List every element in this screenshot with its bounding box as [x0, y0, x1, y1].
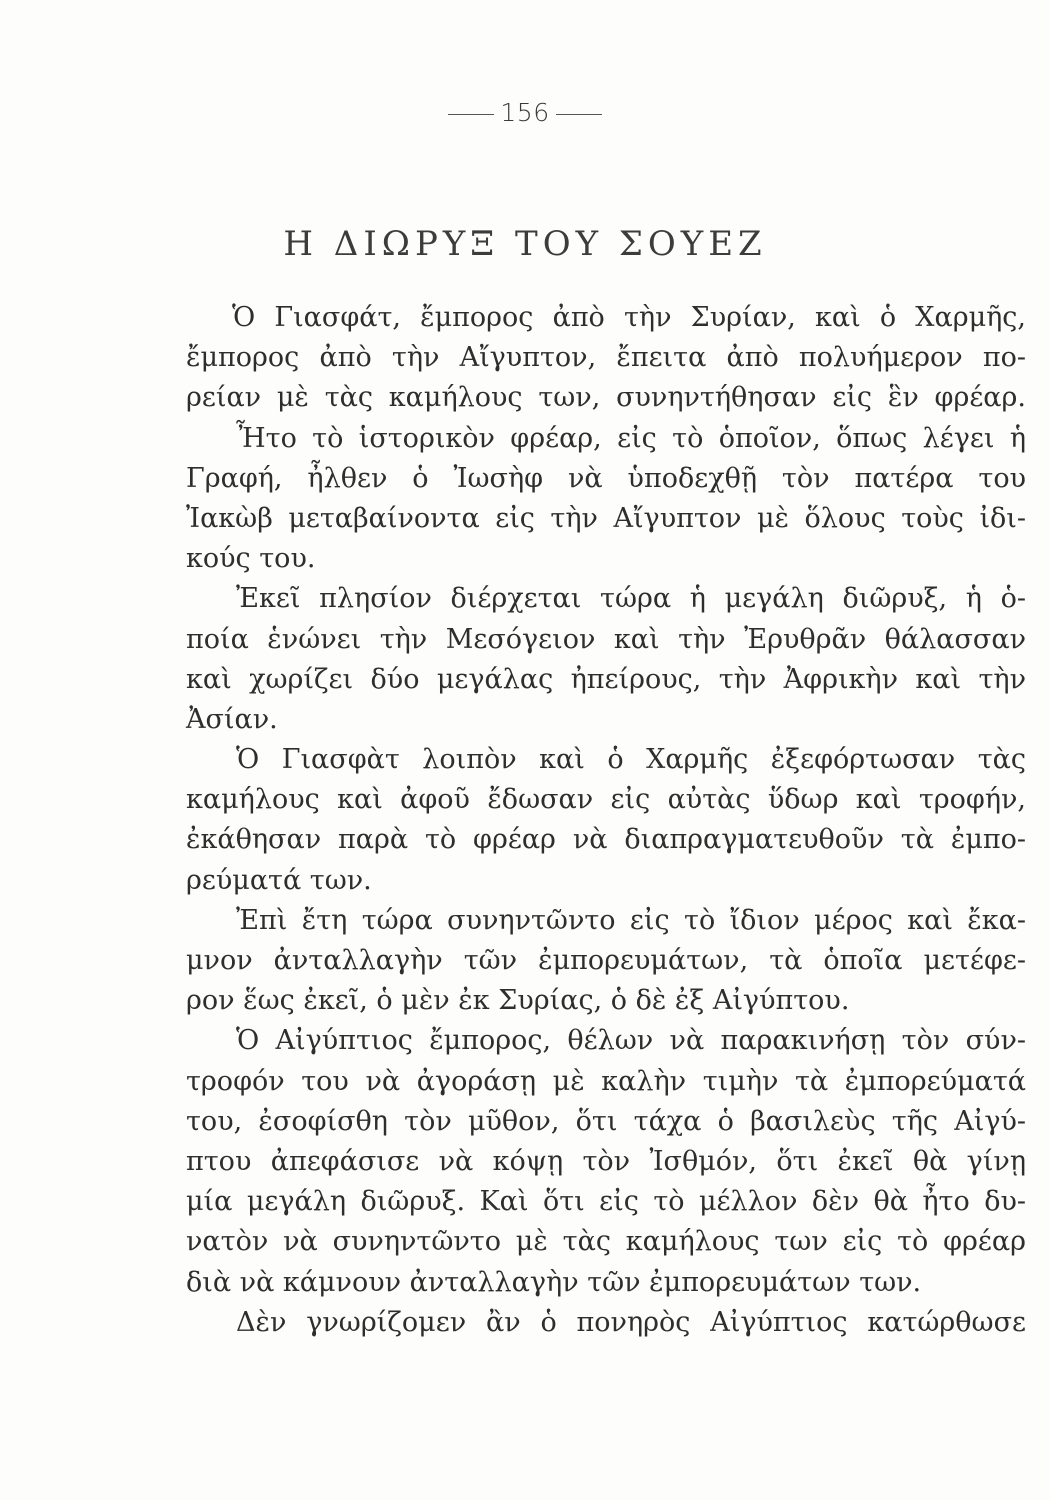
text-line: ἐκάθησαν παρὰ τὸ φρέαρ νὰ διαπραγματευθοῦν τὰ ἐμπο-: [186, 824, 1026, 856]
text-line: καμήλους καὶ ἀφοῦ ἔδωσαν εἰς αὐτὰς ὕδωρ καὶ τροφήν,: [186, 784, 1026, 816]
text-line: Γραφή, ἦλθεν ὁ Ἰωσὴφ νὰ ὑποδεχθῇ τὸν πατέρα του: [186, 462, 1026, 494]
text-line: ποία ἑνώνει τὴν Μεσόγειον καὶ τὴν Ἐρυθρᾶν θάλασσαν: [186, 623, 1026, 655]
text-line: μία μεγάλη διῶρυξ. Καὶ ὅτι εἰς τὸ μέλλον δὲν θὰ ἦτο δυ-: [186, 1186, 1026, 1218]
right-dash: [556, 114, 602, 115]
text-line: κούς του.: [186, 543, 316, 575]
body-text: [186, 298, 1026, 1343]
text-line: Ἐπὶ ἔτη τώρα συνηντῶντο εἰς τὸ ἴδιον μέρος καὶ ἔκα-: [236, 904, 1026, 936]
page-number: [0, 98, 1050, 127]
left-dash: [448, 114, 494, 115]
page-number-text: 156: [500, 98, 550, 127]
text-line: διὰ νὰ κάμνουν ἀνταλλαγὴν τῶν ἐμπορευμάτων των.: [186, 1266, 922, 1298]
text-line: Ἐκεῖ πλησίον διέρχεται τώρα ἡ μεγάλη διῶρυξ, ἡ ὁ-: [236, 583, 1026, 615]
text-line: νατὸν νὰ συνηντῶντο μὲ τὰς καμήλους των εἰς τὸ φρέαρ: [186, 1226, 1026, 1258]
text-line: Ὁ Γιασφὰτ λοιπὸν καὶ ὁ Χαρμῆς ἐξεφόρτωσαν τὰς: [236, 744, 1026, 776]
text-line: πτου ἀπεφάσισε νὰ κόψῃ τὸν Ἰσθμόν, ὅτι ἐκεῖ θὰ γίνῃ: [186, 1145, 1026, 1177]
text-line: Ὁ Γιασφάτ, ἔμπορος ἀπὸ τὴν Συρίαν, καὶ ὁ Χαρμῆς,: [232, 302, 1026, 333]
text-line: Ἦτο τὸ ἱστορικὸν φρέαρ, εἰς τὸ ὁποῖον, ὅπως λέγει ἡ: [236, 422, 1026, 454]
text-line: Ὁ Αἰγύπτιος ἔμπορος, θέλων νὰ παρακινήσῃ τὸν σύν-: [236, 1025, 1026, 1057]
text-line: ρεύματά των.: [186, 864, 372, 896]
text-line: καὶ χωρίζει δύο μεγάλας ἠπείρους, τὴν Ἀφρικὴν καὶ τὴν: [186, 663, 1026, 695]
text-line: Ἰακὼβ μεταβαίνοντα εἰς τὴν Αἴγυπτον μὲ ὅλους τοὺς ἰδι-: [186, 502, 1026, 534]
text-line: τροφόν του νὰ ἀγοράσῃ μὲ καλὴν τιμὴν τὰ ἐμπορεύματά: [186, 1065, 1026, 1097]
text-line: Δὲν γνωρίζομεν ἂν ὁ πονηρὸς Αἰγύπτιος κατώρθωσε: [236, 1306, 1026, 1338]
text-line: ρον ἕως ἐκεῖ, ὁ μὲν ἐκ Συρίας, ὁ δὲ ἐξ Αἰγύπτου.: [186, 985, 850, 1017]
chapter-title: Η ΔΙΩΡΥΞ ΤΟΥ ΣΟΥΕΖ: [283, 224, 767, 264]
text-line: ρείαν μὲ τὰς καμήλους των, συνηντήθησαν εἰς ἓν φρέαρ.: [186, 382, 1026, 414]
text-line: του, ἐσοφίσθη τὸν μῦθον, ὅτι τάχα ὁ βασιλεὺς τῆς Αἰγύ-: [186, 1105, 1026, 1137]
text-line: ἔμπορος ἀπὸ τὴν Αἴγυπτον, ἔπειτα ἀπὸ πολυήμερον πο-: [186, 342, 1026, 374]
text-line: Ἀσίαν.: [186, 703, 278, 735]
text-line: μνον ἀνταλλαγὴν τῶν ἐμπορευμάτων, τὰ ὁποῖα μετέφε-: [186, 945, 1026, 976]
